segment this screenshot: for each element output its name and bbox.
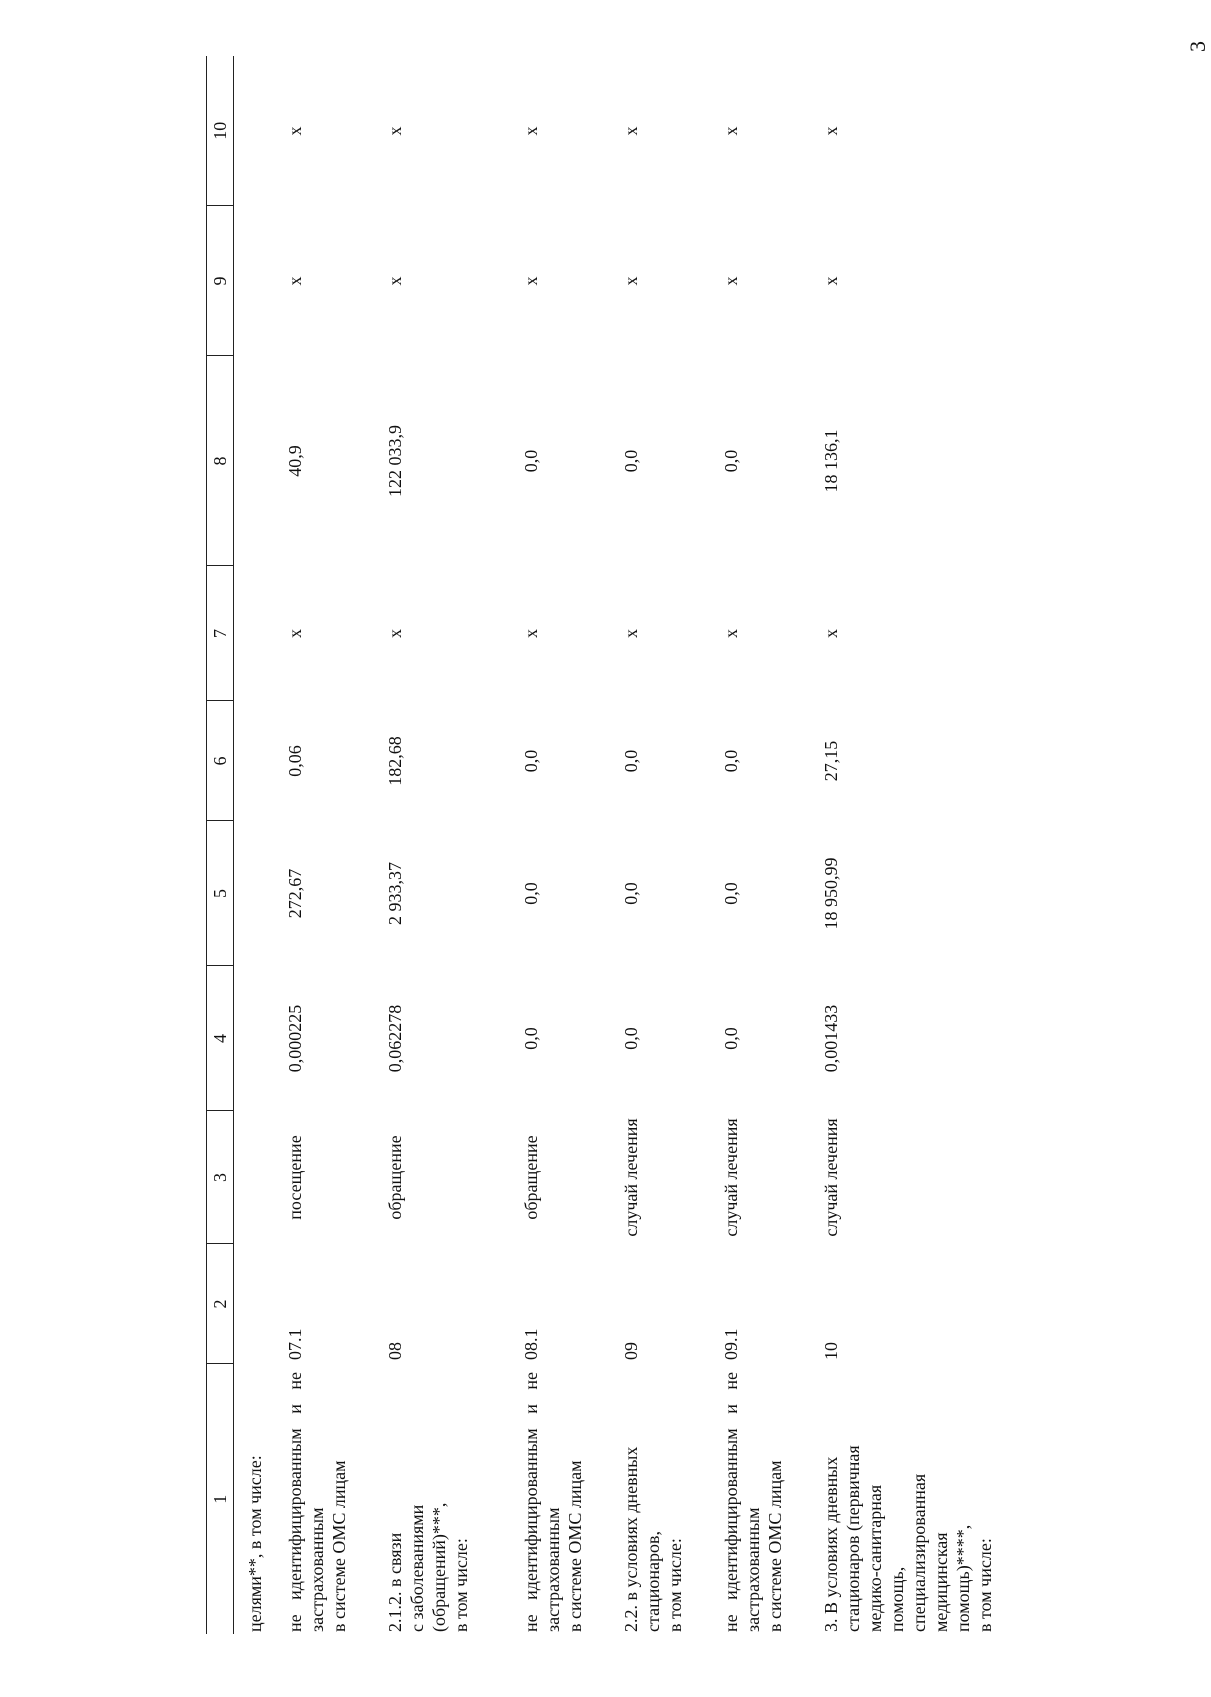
column-header: 9 [207,206,234,356]
value-cell: 182,68 [385,736,405,786]
unit-cell: обращение [385,1135,405,1220]
value-cell: 0,0 [521,882,541,905]
table-row [366,56,502,1634]
value-cell: 0,06 [285,745,305,777]
value-cell: 18 136,1 [821,429,841,493]
value-cell: 0,0 [721,749,741,773]
value-cell: х [385,629,405,638]
data-table [206,56,1040,1634]
value-cell: 0,001433 [821,1004,841,1073]
column-header: 6 [207,701,234,821]
value-cell: 0,0 [621,1027,641,1050]
column-header: 8 [207,356,234,566]
page-number: 3 [1185,41,1210,52]
column-header: 5 [207,821,234,966]
value-cell: 0,0 [621,882,641,905]
value-cell [234,566,267,701]
value-cell: 18 950,99 [821,857,841,930]
row-name-cell: не идентифицированным и не застрахованным в системе ОМС лицам [521,1372,585,1632]
column-header: 2 [207,1244,234,1364]
value-cell: 272,67 [285,868,305,919]
value-cell: х [621,629,641,638]
value-cell: 0,062278 [385,1004,405,1073]
table-row [702,56,802,1634]
row-code-cell [234,1244,267,1364]
value-cell: 2 933,37 [385,862,405,925]
unit-cell: случай лечения [821,1118,841,1237]
row-code-cell: 10 [821,1342,841,1360]
row-name-cell: 2.2. в условиях дневных стационаров, в том числе: [621,1446,685,1632]
table-row [602,56,702,1634]
value-cell: х [721,126,741,136]
column-number-row [207,56,234,1634]
column-header: 4 [207,966,234,1111]
value-cell: х [521,126,541,136]
row-code-cell: 09.1 [721,1328,741,1360]
value-cell: х [621,126,641,136]
table-row [802,56,1040,1634]
value-cell: х [821,629,841,638]
value-cell: 0,0 [521,1027,541,1050]
column-header: 1 [207,1364,234,1634]
value-cell: х [821,276,841,286]
value-cell [234,356,267,566]
value-cell: х [285,629,305,638]
value-cell: х [721,276,741,286]
table-row [502,56,602,1634]
value-cell: х [285,276,305,286]
table-row [234,56,267,1634]
row-code-cell: 09 [621,1342,641,1360]
value-cell: 122 033,9 [385,425,405,497]
value-cell: 0,000225 [285,1004,305,1073]
value-cell: 40,9 [285,445,305,477]
unit-cell: случай лечения [721,1118,741,1237]
row-name-cell: целями**, в том числе: [245,1455,265,1632]
row-name-cell: не идентифицированным и не застрахованным в системе ОМС лицам [721,1372,785,1632]
value-cell: х [821,126,841,136]
unit-cell: посещение [285,1135,305,1220]
row-code-cell: 08.1 [521,1328,541,1360]
row-name-cell: 2.1.2. в связи с заболеваниями (обращений)***, в том числе: [385,1502,471,1632]
value-cell: х [385,276,405,286]
column-header: 7 [207,566,234,701]
value-cell: х [621,276,641,286]
value-cell: х [285,126,305,136]
unit-cell [234,1111,267,1244]
value-cell: 0,0 [621,749,641,773]
value-cell: х [521,276,541,286]
value-cell: 0,0 [721,449,741,473]
value-cell: 0,0 [721,1027,741,1050]
unit-cell: случай лечения [621,1118,641,1237]
column-header: 10 [207,56,234,206]
value-cell: 0,0 [521,449,541,473]
row-code-cell: 07.1 [285,1328,305,1360]
row-name-cell: 3. В условиях дневных стационаров (первичная медико-санитарная помощь, специализированная медицинская помощь)****, в том числе: [821,1445,995,1632]
value-cell [234,56,267,206]
value-cell [234,701,267,821]
value-cell: х [521,629,541,638]
value-cell: х [385,126,405,136]
row-name-cell: не идентифицированным и не застрахованным в системе ОМС лицам [285,1372,349,1632]
value-cell: 27,15 [821,740,841,782]
column-header: 3 [207,1111,234,1244]
value-cell [234,821,267,966]
value-cell [234,206,267,356]
rotated-table-page [0,44,1015,1634]
unit-cell: обращение [521,1135,541,1220]
table-row [266,56,366,1634]
value-cell [234,966,267,1111]
value-cell: 0,0 [521,749,541,773]
value-cell: 0,0 [621,449,641,473]
value-cell: 0,0 [721,882,741,905]
row-code-cell: 08 [385,1342,405,1360]
value-cell: х [721,629,741,638]
